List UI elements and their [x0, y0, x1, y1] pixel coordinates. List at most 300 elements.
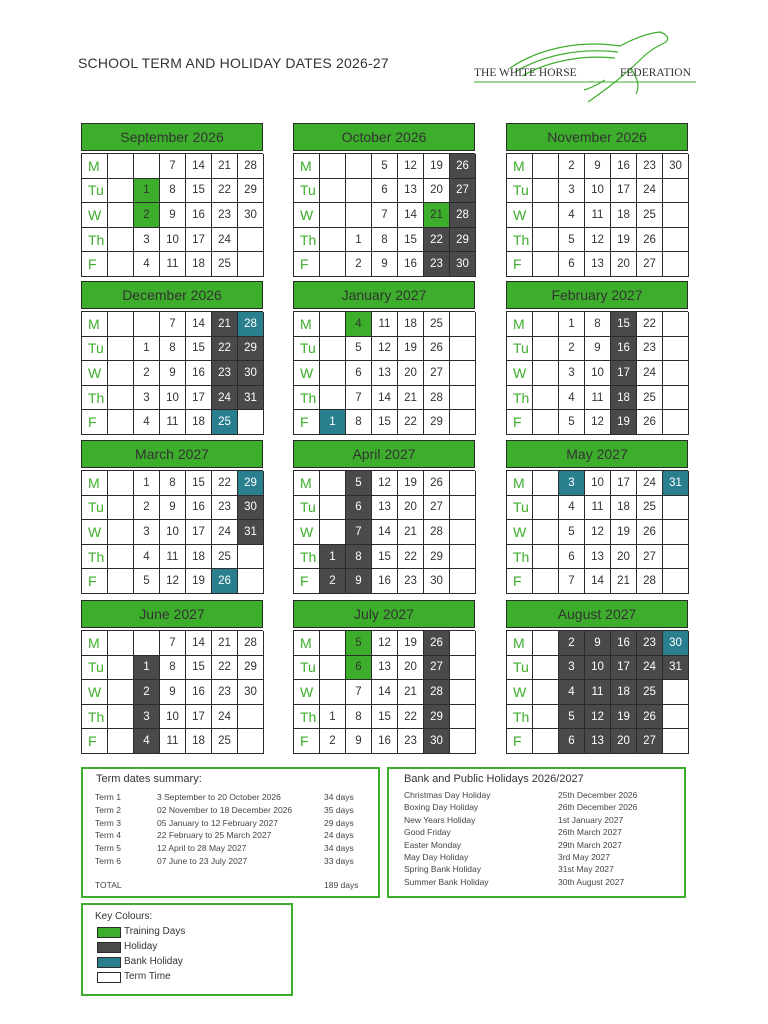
- day-cell: 5: [134, 569, 160, 594]
- day-cell: 26: [637, 228, 663, 253]
- day-cell: [533, 496, 559, 521]
- day-cell: 8: [346, 705, 372, 730]
- weekday-label: Tu: [507, 337, 533, 362]
- day-cell: [320, 228, 346, 253]
- month-7: [81, 440, 263, 595]
- month-3: [506, 123, 688, 278]
- day-cell: [450, 520, 476, 545]
- day-cell: 28: [238, 154, 264, 179]
- weekday-label: Tu: [507, 179, 533, 204]
- day-cell: 15: [372, 705, 398, 730]
- term-days: 35 days: [324, 804, 354, 815]
- weekday-label: Tu: [82, 656, 108, 681]
- term-dates: 02 November to 18 December 2026: [157, 804, 293, 815]
- day-cell: 15: [186, 179, 212, 204]
- day-cell: 6: [346, 496, 372, 521]
- day-cell: 4: [134, 545, 160, 570]
- day-cell: [238, 410, 264, 435]
- day-cell: 12: [372, 471, 398, 496]
- day-cell: 3: [559, 179, 585, 204]
- day-cell: 16: [398, 252, 424, 277]
- month-8: [293, 440, 475, 595]
- page-title: SCHOOL TERM AND HOLIDAY DATES 2026-27: [78, 55, 389, 71]
- day-cell: 1: [134, 656, 160, 681]
- term-label: Term 5: [95, 843, 121, 854]
- day-cell: 10: [160, 705, 186, 730]
- term-days: 29 days: [324, 817, 354, 828]
- day-cell: 17: [611, 179, 637, 204]
- day-cell: 9: [346, 729, 372, 754]
- weekday-label: M: [507, 631, 533, 656]
- day-cell: [320, 154, 346, 179]
- weekday-label: M: [507, 154, 533, 179]
- day-cell: 16: [186, 361, 212, 386]
- day-cell: [320, 337, 346, 362]
- day-cell: 24: [637, 656, 663, 681]
- day-cell: [238, 569, 264, 594]
- month-days-grid: [81, 630, 263, 754]
- term-dates: 07 June to 23 July 2027: [157, 856, 248, 866]
- month-days-grid: [506, 470, 688, 594]
- holiday-date: 1st January 2027: [558, 814, 624, 825]
- month-9: [506, 440, 688, 595]
- key-label: Bank Holiday: [124, 956, 183, 967]
- day-cell: 17: [186, 520, 212, 545]
- month-days-grid: [293, 311, 475, 435]
- day-cell: 5: [559, 520, 585, 545]
- day-cell: [450, 705, 476, 730]
- day-cell: [108, 545, 134, 570]
- day-cell: 1: [134, 179, 160, 204]
- day-cell: 10: [160, 520, 186, 545]
- day-cell: 26: [424, 337, 450, 362]
- day-cell: [450, 337, 476, 362]
- key-swatch: [97, 942, 121, 953]
- weekday-label: Th: [294, 705, 320, 730]
- day-cell: [663, 386, 689, 411]
- month-title: July 2027: [293, 600, 475, 628]
- month-days-grid: [506, 153, 688, 277]
- day-cell: 16: [611, 631, 637, 656]
- day-cell: [533, 410, 559, 435]
- day-cell: 29: [424, 410, 450, 435]
- day-cell: 24: [637, 361, 663, 386]
- day-cell: 22: [398, 705, 424, 730]
- weekday-label: W: [507, 203, 533, 228]
- day-cell: 5: [559, 705, 585, 730]
- day-cell: [663, 337, 689, 362]
- day-cell: 29: [238, 656, 264, 681]
- day-cell: 17: [186, 228, 212, 253]
- weekday-label: W: [294, 203, 320, 228]
- day-cell: 18: [398, 312, 424, 337]
- day-cell: 27: [450, 179, 476, 204]
- key-label: Holiday: [124, 941, 158, 952]
- day-cell: [450, 386, 476, 411]
- day-cell: 2: [346, 252, 372, 277]
- key-label: Term Time: [124, 971, 171, 982]
- day-cell: [108, 312, 134, 337]
- day-cell: [663, 252, 689, 277]
- day-cell: 31: [238, 386, 264, 411]
- day-cell: [533, 228, 559, 253]
- month-title: September 2026: [81, 123, 263, 151]
- day-cell: 14: [398, 203, 424, 228]
- day-cell: [533, 203, 559, 228]
- day-cell: [108, 729, 134, 754]
- day-cell: 2: [134, 203, 160, 228]
- day-cell: [533, 471, 559, 496]
- day-cell: 8: [160, 656, 186, 681]
- day-cell: 4: [134, 410, 160, 435]
- svg-text:THE WHITE HORSE: THE WHITE HORSE: [474, 67, 577, 79]
- day-cell: [238, 545, 264, 570]
- day-cell: 20: [398, 496, 424, 521]
- day-cell: 5: [346, 631, 372, 656]
- day-cell: 18: [186, 252, 212, 277]
- weekday-label: F: [294, 410, 320, 435]
- day-cell: 4: [134, 729, 160, 754]
- day-cell: 27: [637, 252, 663, 277]
- term-dates: 22 February to 25 March 2027: [157, 830, 272, 841]
- day-cell: 23: [398, 729, 424, 754]
- day-cell: 7: [346, 386, 372, 411]
- day-cell: 9: [585, 337, 611, 362]
- day-cell: 10: [585, 179, 611, 204]
- day-cell: [108, 252, 134, 277]
- month-title: May 2027: [506, 440, 688, 468]
- day-cell: 15: [186, 471, 212, 496]
- day-cell: 14: [372, 680, 398, 705]
- day-cell: 9: [160, 680, 186, 705]
- day-cell: [533, 656, 559, 681]
- bank-holidays-title: Bank and Public Holidays 2026/2027: [404, 773, 584, 785]
- day-cell: 25: [424, 312, 450, 337]
- month-2: [293, 123, 475, 278]
- day-cell: 7: [160, 631, 186, 656]
- holiday-date: 26th December 2026: [558, 802, 638, 813]
- weekday-label: Th: [82, 228, 108, 253]
- day-cell: 17: [611, 361, 637, 386]
- day-cell: 8: [160, 471, 186, 496]
- day-cell: 24: [212, 705, 238, 730]
- weekday-label: Th: [507, 705, 533, 730]
- day-cell: [320, 680, 346, 705]
- weekday-label: Th: [294, 386, 320, 411]
- day-cell: [533, 154, 559, 179]
- day-cell: [663, 228, 689, 253]
- day-cell: 19: [186, 569, 212, 594]
- day-cell: 5: [559, 410, 585, 435]
- day-cell: 27: [424, 361, 450, 386]
- holiday-date: 3rd May 2027: [558, 852, 610, 862]
- day-cell: [533, 520, 559, 545]
- day-cell: [663, 496, 689, 521]
- day-cell: 27: [637, 545, 663, 570]
- day-cell: [238, 252, 264, 277]
- day-cell: 3: [134, 705, 160, 730]
- day-cell: 23: [637, 154, 663, 179]
- day-cell: [663, 520, 689, 545]
- day-cell: 8: [160, 337, 186, 362]
- term-summary-box: [81, 767, 380, 898]
- month-days-grid: [81, 153, 263, 277]
- holiday-name: Christmas Day Holiday: [404, 790, 491, 800]
- day-cell: 11: [160, 252, 186, 277]
- holiday-date: 31st May 2027: [558, 864, 614, 875]
- month-title: October 2026: [293, 123, 475, 151]
- holiday-name: Good Friday: [404, 827, 451, 838]
- day-cell: 20: [611, 252, 637, 277]
- day-cell: 18: [611, 680, 637, 705]
- day-cell: 7: [372, 203, 398, 228]
- day-cell: 19: [611, 705, 637, 730]
- weekday-label: Th: [507, 228, 533, 253]
- holiday-name: Boxing Day Holiday: [404, 802, 479, 813]
- day-cell: 30: [238, 361, 264, 386]
- weekday-label: W: [82, 361, 108, 386]
- day-cell: [663, 545, 689, 570]
- day-cell: 28: [424, 680, 450, 705]
- weekday-label: Th: [507, 545, 533, 570]
- day-cell: 22: [424, 228, 450, 253]
- day-cell: 29: [238, 179, 264, 204]
- weekday-label: Th: [294, 545, 320, 570]
- day-cell: [533, 705, 559, 730]
- day-cell: 16: [186, 203, 212, 228]
- day-cell: 23: [398, 569, 424, 594]
- day-cell: 9: [585, 154, 611, 179]
- day-cell: 28: [424, 386, 450, 411]
- holiday-name: New Years Holiday: [404, 814, 476, 825]
- day-cell: 29: [424, 545, 450, 570]
- day-cell: 23: [212, 203, 238, 228]
- day-cell: 9: [585, 631, 611, 656]
- term-days: 34 days: [324, 792, 354, 802]
- weekday-label: Th: [82, 705, 108, 730]
- day-cell: 23: [637, 631, 663, 656]
- day-cell: 13: [398, 179, 424, 204]
- day-cell: [450, 729, 476, 754]
- weekday-label: W: [82, 203, 108, 228]
- day-cell: [238, 729, 264, 754]
- day-cell: [533, 386, 559, 411]
- weekday-label: W: [507, 680, 533, 705]
- day-cell: 11: [160, 729, 186, 754]
- day-cell: 21: [212, 312, 238, 337]
- day-cell: [346, 179, 372, 204]
- day-cell: [320, 179, 346, 204]
- day-cell: 2: [134, 496, 160, 521]
- weekday-label: M: [294, 312, 320, 337]
- day-cell: 13: [372, 496, 398, 521]
- day-cell: 6: [559, 252, 585, 277]
- day-cell: 9: [160, 203, 186, 228]
- day-cell: 1: [559, 312, 585, 337]
- day-cell: [663, 705, 689, 730]
- weekday-label: F: [82, 410, 108, 435]
- weekday-label: F: [82, 569, 108, 594]
- day-cell: 11: [372, 312, 398, 337]
- day-cell: 15: [398, 228, 424, 253]
- day-cell: [108, 410, 134, 435]
- day-cell: 8: [585, 312, 611, 337]
- day-cell: 7: [160, 312, 186, 337]
- day-cell: [320, 656, 346, 681]
- term-dates: 05 January to 12 February 2027: [157, 817, 278, 828]
- month-title: June 2027: [81, 600, 263, 628]
- weekday-label: M: [82, 471, 108, 496]
- holiday-date: 30th August 2027: [558, 876, 625, 887]
- day-cell: 29: [424, 705, 450, 730]
- day-cell: 19: [611, 410, 637, 435]
- month-10: [81, 600, 263, 755]
- day-cell: 3: [134, 520, 160, 545]
- day-cell: [108, 337, 134, 362]
- holiday-date: 29th March 2027: [558, 839, 622, 850]
- weekday-label: Tu: [82, 337, 108, 362]
- day-cell: [320, 312, 346, 337]
- day-cell: 14: [372, 520, 398, 545]
- day-cell: 26: [637, 410, 663, 435]
- day-cell: 29: [450, 228, 476, 253]
- day-cell: [450, 410, 476, 435]
- day-cell: 14: [186, 154, 212, 179]
- weekday-label: Tu: [82, 496, 108, 521]
- day-cell: 28: [238, 312, 264, 337]
- day-cell: [320, 471, 346, 496]
- weekday-label: F: [507, 252, 533, 277]
- day-cell: [533, 361, 559, 386]
- day-cell: [108, 179, 134, 204]
- weekday-label: Tu: [507, 496, 533, 521]
- day-cell: [108, 154, 134, 179]
- day-cell: 5: [346, 337, 372, 362]
- day-cell: 24: [212, 386, 238, 411]
- svg-text:FEDERATION: FEDERATION: [620, 67, 691, 79]
- day-cell: [346, 203, 372, 228]
- day-cell: 15: [186, 656, 212, 681]
- term-label: Term 6: [95, 856, 121, 866]
- day-cell: 5: [559, 228, 585, 253]
- day-cell: 26: [637, 705, 663, 730]
- weekday-label: Th: [507, 386, 533, 411]
- day-cell: 22: [398, 410, 424, 435]
- day-cell: 23: [212, 496, 238, 521]
- day-cell: 24: [212, 228, 238, 253]
- day-cell: 3: [559, 656, 585, 681]
- day-cell: [663, 312, 689, 337]
- day-cell: 28: [637, 569, 663, 594]
- day-cell: 23: [424, 252, 450, 277]
- day-cell: 1: [134, 471, 160, 496]
- day-cell: 18: [611, 203, 637, 228]
- day-cell: 26: [424, 631, 450, 656]
- day-cell: 22: [212, 471, 238, 496]
- day-cell: [320, 631, 346, 656]
- day-cell: 30: [238, 203, 264, 228]
- day-cell: 1: [320, 705, 346, 730]
- key-swatch: [97, 927, 121, 938]
- term-label: Term 4: [95, 830, 121, 841]
- day-cell: 30: [663, 154, 689, 179]
- key-swatch: [97, 972, 121, 983]
- key-colours-box: [81, 903, 293, 996]
- month-11: [293, 600, 475, 755]
- month-title: August 2027: [506, 600, 688, 628]
- day-cell: 25: [637, 496, 663, 521]
- day-cell: 15: [372, 410, 398, 435]
- day-cell: 2: [320, 729, 346, 754]
- day-cell: 7: [346, 680, 372, 705]
- day-cell: 3: [559, 361, 585, 386]
- day-cell: 24: [212, 520, 238, 545]
- term-days: 33 days: [324, 856, 354, 866]
- day-cell: 27: [424, 656, 450, 681]
- day-cell: 20: [611, 545, 637, 570]
- day-cell: 19: [611, 520, 637, 545]
- term-dates: 12 April to 28 May 2027: [157, 843, 247, 854]
- day-cell: [108, 656, 134, 681]
- weekday-label: M: [294, 631, 320, 656]
- day-cell: 12: [160, 569, 186, 594]
- day-cell: 25: [212, 410, 238, 435]
- day-cell: 30: [238, 496, 264, 521]
- day-cell: [450, 656, 476, 681]
- day-cell: [450, 471, 476, 496]
- day-cell: 12: [585, 228, 611, 253]
- day-cell: 13: [585, 252, 611, 277]
- day-cell: 8: [346, 545, 372, 570]
- day-cell: 11: [585, 680, 611, 705]
- day-cell: 25: [212, 545, 238, 570]
- day-cell: 25: [637, 386, 663, 411]
- day-cell: 11: [585, 386, 611, 411]
- day-cell: 22: [398, 545, 424, 570]
- day-cell: 9: [346, 569, 372, 594]
- day-cell: 15: [186, 337, 212, 362]
- weekday-label: W: [507, 361, 533, 386]
- day-cell: 18: [186, 729, 212, 754]
- day-cell: 22: [637, 312, 663, 337]
- day-cell: 4: [559, 680, 585, 705]
- day-cell: 29: [238, 337, 264, 362]
- month-title: January 2027: [293, 281, 475, 309]
- day-cell: [108, 631, 134, 656]
- day-cell: [533, 252, 559, 277]
- day-cell: [134, 631, 160, 656]
- day-cell: [108, 569, 134, 594]
- month-days-grid: [506, 311, 688, 435]
- weekday-label: Th: [82, 545, 108, 570]
- day-cell: 4: [559, 203, 585, 228]
- day-cell: 3: [559, 471, 585, 496]
- day-cell: 2: [134, 680, 160, 705]
- day-cell: [450, 545, 476, 570]
- day-cell: 11: [160, 545, 186, 570]
- weekday-label: M: [82, 154, 108, 179]
- day-cell: 7: [346, 520, 372, 545]
- weekday-label: Th: [294, 228, 320, 253]
- day-cell: 31: [663, 656, 689, 681]
- day-cell: 31: [663, 471, 689, 496]
- day-cell: 22: [212, 656, 238, 681]
- weekday-label: W: [507, 520, 533, 545]
- day-cell: 25: [212, 729, 238, 754]
- day-cell: 28: [238, 631, 264, 656]
- day-cell: 12: [585, 520, 611, 545]
- weekday-label: Tu: [82, 179, 108, 204]
